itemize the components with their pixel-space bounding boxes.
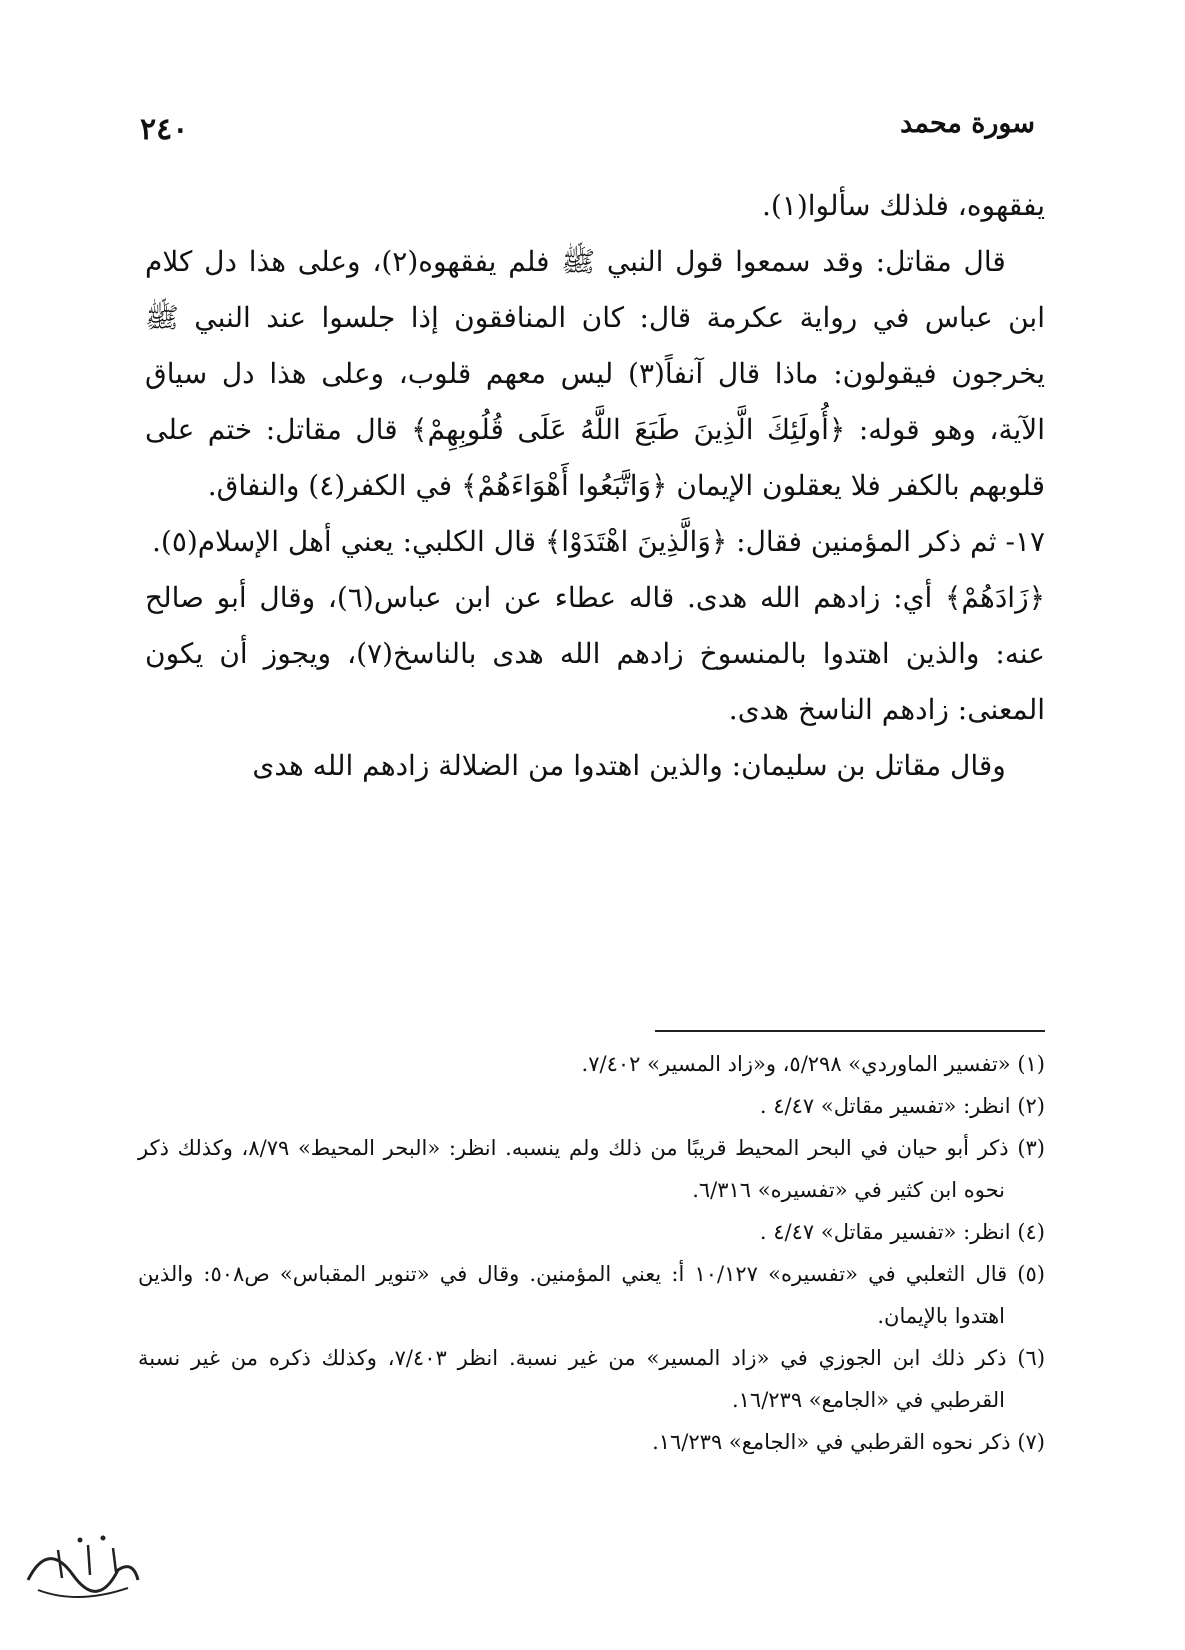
footnote: (١) «تفسير الماوردي» ٥/٢٩٨، و«زاد المسير» ٧/٤٠٢. — [581, 1052, 1045, 1076]
footnote: (٦) ذكر ذلك ابن الجوزي في «زاد المسير» من غير نسبة. انظر ٧/٤٠٣، وكذلك ذكره من غير نسبة القرطبي في «الجامع» ١٦/٢٣٩. — [138, 1346, 1046, 1412]
paragraph: وقال مقاتل بن سليمان: والذين اهتدوا من الضلالة زادهم الله هدى — [252, 749, 1006, 782]
main-text — [145, 178, 1045, 794]
footnote: (٣) ذكر أبو حيان في البحر المحيط قريبًا من ذلك ولم ينسبه. انظر: «البحر المحيط» ٨/٧٩، وكذلك ذكر نحوه ابن كثير في «تفسيره» ٦/٣١٦. — [138, 1136, 1045, 1202]
page-header — [140, 108, 1035, 158]
watermark-logo — [18, 1520, 148, 1610]
paragraph: ﴿زَادَهُمْ﴾ أي: زادهم الله هدى. قاله عطاء عن ابن عباس(٦)، وقال أبو صالح عنه: والذين اهتدوا بالمنسوخ زادهم الله هدى بالناسخ(٧)، ويجوز أن يكون المعنى: زادهم الناسخ هدى. — [145, 581, 1045, 726]
paragraph: يفقهوه، فلذلك سألوا(١). — [761, 189, 1045, 222]
paragraph: قال مقاتل: وقد سمعوا قول النبي ﷺ فلم يفقهوه(٢)، وعلى هذا دل كلام ابن عباس في رواية عكرمة قال: كان المنافقون إذا جلسوا عند النبي ﷺ يخرجون فيقولون: ماذا قال آنفاً(٣) ليس معهم قلوب، وعلى هذا دل سياق الآية، وهو قوله: ﴿أُولَئِكَ الَّذِينَ طَبَعَ اللَّهُ عَلَى قُلُوبِهِمْ﴾ قال مقاتل: ختم على قلوبهم بالكفر فلا يعقلون الإيمان ﴿وَاتَّبَعُوا أَهْوَاءَهُمْ﴾ في الكفر(٤) والنفاق. — [145, 245, 1046, 502]
paragraph: ١٧- ثم ذكر المؤمنين فقال: ﴿وَالَّذِينَ اهْتَدَوْا﴾ قال الكلبي: يعني أهل الإسلام(٥). — [151, 525, 1045, 558]
footnote: (٧) ذكر نحوه القرطبي في «الجامع» ١٦/٢٣٩. — [652, 1430, 1045, 1454]
footnote: (٢) انظر: «تفسير مقاتل» ٤/٤٧ . — [759, 1094, 1045, 1118]
footnotes — [138, 1043, 1045, 1463]
footnote: (٤) انظر: «تفسير مقاتل» ٤/٤٧ . — [759, 1220, 1045, 1244]
footnote: (٥) قال الثعلبي في «تفسيره» ١٠/١٢٧ أ: يعني المؤمنين. وقال في «تنوير المقباس» ص٥٠٨: والذين اهتدوا بالإيمان. — [138, 1262, 1045, 1328]
page-number: ٢٤٠ — [140, 112, 189, 147]
footnote-divider — [655, 1030, 1045, 1032]
surah-title: سورة محمد — [900, 108, 1035, 139]
